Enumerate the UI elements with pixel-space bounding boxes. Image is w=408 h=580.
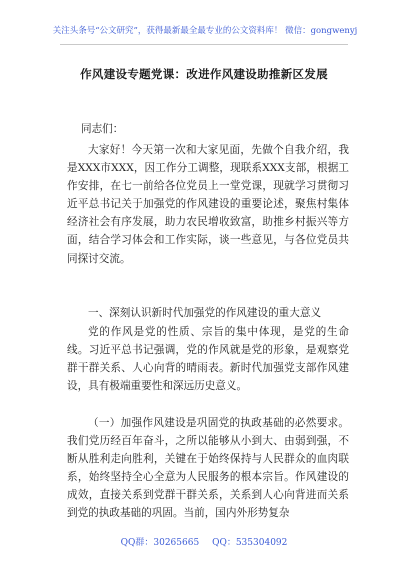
- paragraph-subsection-one: （一）加强作风建设是巩固党的执政基础的必然要求。我们党历经百年奋斗，之所以能够从小到大、由弱到强，不断从胜利走向胜利，关键在于始终保持与人民群众的血肉联系，始终坚持全心全意为人民服务的根本宗旨。作风建设的成效，直接关系到党群干群关系，关系到人心向背进而关系到党的执政基础的巩固。当前，国内外形势复杂: [67, 417, 349, 520]
- document-title: 作风建设专题党课：改进作风建设助推新区发展: [80, 67, 328, 81]
- footer-contact: [60, 536, 348, 550]
- header-divider: [60, 44, 348, 45]
- paragraph-significance: 党的作风是党的性质、宗旨的集中体现，是党的生命线。习近平总书记强调，党的作风就是党的形象，是观察党群干群关系、人心向背的晴雨表。新时代加强党支部作风建设，具有极端重要性和深远历史意义。: [67, 326, 349, 393]
- footer-qq-number: QQ：535304092: [212, 538, 288, 548]
- footer-qq-group: QQ群：30265665: [120, 538, 200, 548]
- salutation: 同志们：: [81, 123, 124, 135]
- paragraph-introduction: 大家好！今天第一次和大家见面，先做个自我介绍，我是XXX市XXX，因工作分工调整，现联系XXX支部，根据工作安排，在七一前给各位党员上一堂党课，现就学习贯彻习近平总书记关于加强党的作风建设的重要论述，聚焦村集体经济社会有序发展，助力农民增收致富，助推乡村振兴等方面，结合学习体会和工作实际，谈一些意见，与各位党员共同探讨交流。: [67, 144, 349, 265]
- header-notice: 关注头条号“公文研究”，获得最新最全最专业的公文资料库！ 微信：gongwenyj: [52, 26, 358, 36]
- section-heading: 一、深刻认识新时代加强党的作风建设的重大意义: [88, 307, 322, 319]
